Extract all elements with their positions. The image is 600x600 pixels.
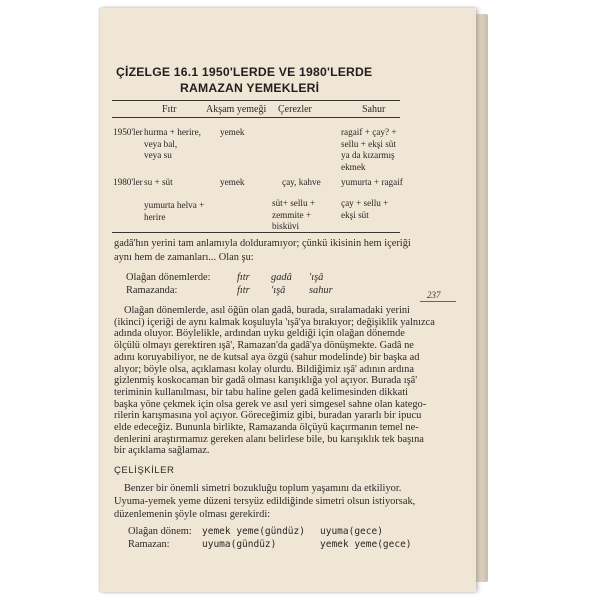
page-number-rule [420, 301, 456, 302]
row3-cerez: süt+ sellu + zemmite + bisküvi [272, 198, 316, 231]
header-aksam: Akşam yemeği [206, 104, 267, 115]
paragraph-line: düzenlemenin şöyle olması gerekirdi: [114, 509, 271, 521]
meal-row-c3: 'ışâ [309, 272, 324, 283]
paragraph-line: teriminin kullanılması, bir tabu haline gelen gadâ kelimesinden dikkati [114, 386, 409, 398]
page-edge [476, 14, 488, 582]
table-header-rule [112, 117, 400, 118]
paragraph-line: ölçülü olmayı gerektiren ışâ', Ramazan'da gadâ'ya dönüşmekte. Gadâ ne [114, 340, 414, 352]
row3-sahur: çay + sellu + ekşi süt [341, 198, 389, 220]
row2-cerez: çay, kahve [282, 177, 321, 187]
row1-sahur: ragaif + çay? + sellu + ekşi süt ya da kızarmış ekmek [341, 127, 397, 172]
table-top-rule [112, 100, 400, 101]
paragraph-line: denlerini araştırmamız gereken alanı belirlese bile, bu karışıklık tek başına [114, 433, 424, 445]
paragraph-line: Benzer bir önemli simetri bozukluğu toplum yaşamını da etkiliyor. [124, 483, 402, 495]
header-cerezler: Çerezler [278, 104, 312, 115]
header-sahur: Sahur [362, 104, 386, 115]
paragraph-line: başka yöne çekmek için olsa gerek ve asıl yeri simgesel sahne olan katego- [114, 398, 427, 410]
paragraph-line: gadâ'hın yerini tam anlamıyla dolduramıyor; çünkü ikisinin hem içeriği [114, 238, 411, 249]
paragraph-line: adını koruyabiliyor, ne de kutsal aya özgü (sahur modelinde) bir başka ad [114, 351, 420, 363]
row2-fitr: su + süt [144, 177, 173, 187]
paragraph-line: Uyuma-yemek yeme düzeni tersyüz edildiğinde simetri olsun istiyorsak, [114, 496, 416, 508]
header-fitr: Fıtr [162, 104, 177, 115]
meal-row-c2: 'ışâ [271, 285, 286, 296]
row1-fitr: hurma + herire, veya bal, veya su [144, 127, 201, 160]
paragraph-line: elde edeceğiz. Bununla birlikte, Ramazanda ölçüyü kaçırmanın temel ne- [114, 422, 419, 433]
paragraph-line: gizlenmiş koskocaman bir gadâ olması karışıklığa yol açıyor. Burada ışâ' [114, 375, 418, 387]
paragraph-line: aynı hem de zamanları... Olan şu: [114, 252, 254, 263]
paragraph-line: adında oluyor. Böylelikle, ardından uyku geldiği için olağan dönemde [114, 328, 405, 340]
section-heading: ÇELİŞKİLER [114, 465, 175, 477]
sym-row-c2: uyuma(gece) [320, 526, 383, 538]
meal-row-c3: sahur [309, 285, 333, 296]
row3-fitr: yumurta helva + herire [144, 200, 205, 222]
sym-row-c1: uyuma(gündüz) [202, 539, 277, 551]
page-number: 237 [427, 290, 441, 300]
paragraph-line: (ikinci) içeriği de aynı kalmak koşuluyla 'ışâ'ya bırakıyor; değişiklik yalnızca [114, 316, 435, 328]
row1-aksam: yemek [220, 127, 245, 137]
sym-row-c2: yemek yeme(gece) [320, 539, 412, 551]
paragraph-line: alıyor; böyle olsa, açıklaması kolay olurdu. Bildiğimiz ışâ' adının ardına [114, 363, 414, 375]
table-bottom-rule [112, 232, 400, 233]
table-title-line1: ÇİZELGE 16.1 1950'LERDE VE 1980'LERDE [116, 65, 373, 79]
meal-row-c1: fıtr [237, 272, 250, 283]
meal-row-c1: fıtr [237, 285, 250, 296]
meal-row-label: Ramazanda: [126, 285, 178, 296]
sym-row-label: Ramazan: [128, 539, 170, 551]
sym-row-label: Olağan dönem: [128, 526, 192, 538]
meal-row-c2: gadâ [271, 272, 292, 283]
paragraph-line: Olağan dönemlerde, asıl öğün olan gadâ, burada, sıralamadaki yerini [124, 305, 410, 316]
paragraph-line: rilerin karışmasına yol açıyor. Göreceğimiz gibi, buradan yararlı bir ipucu [114, 410, 422, 422]
row2-sahur: yumurta + ragaif [341, 177, 403, 187]
paragraph-line: bir açıklama sağlamaz. [114, 445, 210, 457]
row2-aksam: yemek [220, 177, 245, 187]
table-title-line2: RAMAZAN YEMEKLERİ [180, 81, 320, 95]
meal-row-label: Olağan dönemlerde: [126, 272, 211, 283]
row2-era: 1980'ler [113, 177, 143, 187]
sym-row-c1: yemek yeme(gündüz) [202, 526, 305, 538]
row1-era: 1950'ler [113, 127, 143, 137]
